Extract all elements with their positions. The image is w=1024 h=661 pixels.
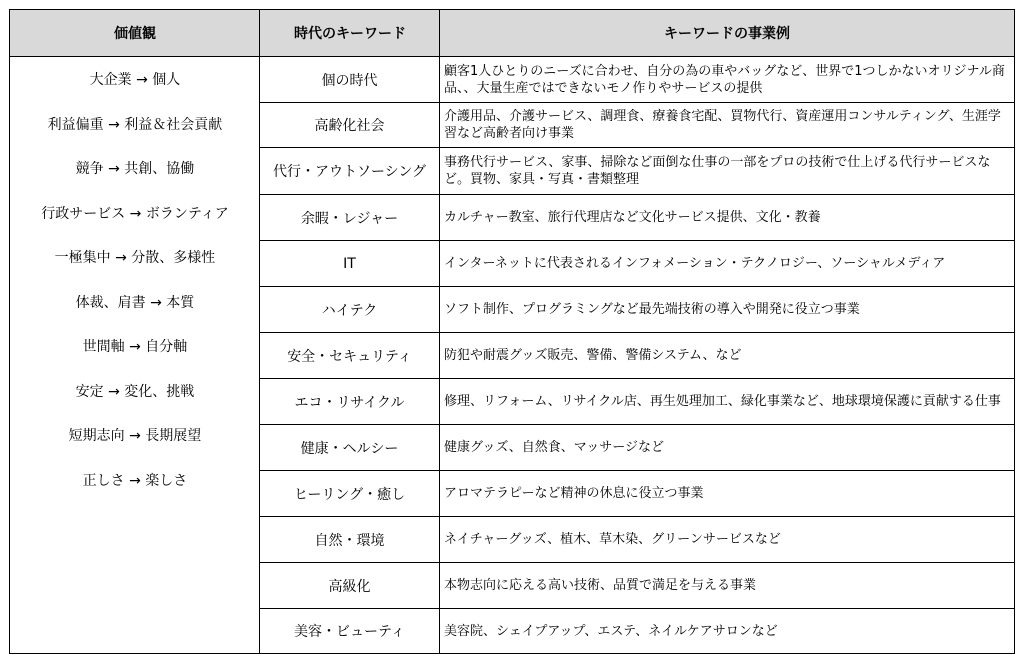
table-row (260, 609, 1014, 653)
header-examples: キーワードの事業例 (440, 10, 1014, 57)
example-cell (440, 517, 1014, 562)
table-row (260, 241, 1014, 287)
table-row (260, 287, 1014, 333)
table-row (260, 103, 1014, 148)
value-item: 正しさ → 楽しさ (82, 472, 188, 489)
table-row (260, 148, 1014, 195)
example-cell (440, 195, 1014, 240)
example-text: カルチャー教室、旅行代理店など文化サービス提供、文化・教養 (444, 210, 821, 225)
example-cell (440, 609, 1014, 653)
value-item: 安定 → 変化、挑戦 (75, 383, 195, 400)
example-text: 介護用品、介護サービス、調理食、療養食宅配、買物代行、資産運用コンサルティング、生涯学習など高齢者向け事業 (444, 109, 1001, 141)
value-item: 競争 → 共創、協働 (75, 161, 195, 178)
example-cell (440, 563, 1014, 608)
keyword-cell: ハイテク (260, 287, 440, 332)
table-row (260, 517, 1014, 563)
keyword-cell: 自然・環境 (260, 517, 440, 562)
example-cell (440, 287, 1014, 332)
table-row (260, 379, 1014, 425)
example-text: アロマテラピーなど精神の休息に役立つ事業 (444, 486, 704, 501)
example-cell (440, 148, 1014, 194)
keyword-cell: ヒーリング・癒し (260, 471, 440, 516)
example-text: 美容院、シェイプアップ、エステ、ネイルケアサロンなど (444, 623, 778, 639)
keyword-cell: 個の時代 (260, 57, 440, 102)
keyword-table (9, 9, 1015, 654)
keyword-cell: 代行・アウトソーシング (260, 148, 440, 194)
keyword-cell: 高齢化社会 (260, 103, 440, 147)
example-text: 防犯や耐震グッズ販売、警備、警備システム、など (444, 348, 742, 363)
example-cell (440, 425, 1014, 470)
example-cell (440, 241, 1014, 286)
example-cell (440, 471, 1014, 516)
table-row (260, 333, 1014, 379)
values-column (10, 57, 260, 502)
keyword-cell: 高級化 (260, 563, 440, 608)
value-item: 世間軸 → 自分軸 (82, 339, 188, 356)
value-item: 行政サービス → ボランティア (41, 205, 229, 222)
value-item: 大企業 → 個人 (89, 72, 181, 89)
table-row (260, 471, 1014, 517)
keyword-cell: 余暇・レジャー (260, 195, 440, 240)
keyword-cell: エコ・リサイクル (260, 379, 440, 424)
keyword-cell: 安全・セキュリティ (260, 333, 440, 378)
example-text: 健康グッズ、自然食、マッサージなど (444, 440, 664, 455)
example-text: ソフト制作、プログラミングなど最先端技術の導入や開発に役立つ事業 (444, 302, 860, 317)
table-row (260, 425, 1014, 471)
table-row (260, 563, 1014, 609)
value-item: 短期志向 → 長期展望 (68, 428, 202, 445)
keyword-cell: IT (260, 241, 440, 286)
table-row (260, 57, 1014, 103)
example-cell (440, 103, 1014, 147)
value-item: 体裁、肩書 → 本質 (75, 294, 195, 311)
example-text: ネイチャーグッズ、植木、草木染、グリーンサービスなど (444, 532, 781, 547)
example-cell (440, 333, 1014, 378)
table-row (260, 195, 1014, 241)
keyword-cell: 健康・ヘルシー (260, 425, 440, 470)
header-keywords: 時代のキーワード (260, 10, 440, 57)
value-item: 一極集中 → 分散、多様性 (54, 250, 216, 267)
example-text: インターネットに代表されるインフォメーション・テクノロジー、ソーシャルメディア (444, 256, 946, 271)
example-cell (440, 379, 1014, 424)
example-text: 本物志向に応える高い技術、品質で満足を与える事業 (444, 578, 757, 593)
value-item: 利益偏重 → 利益＆社会貢献 (47, 116, 223, 133)
example-cell (440, 57, 1014, 102)
header-values: 価値観 (10, 10, 260, 57)
keyword-cell: 美容・ビューティ (260, 609, 440, 653)
example-text: 顧客1人ひとりのニーズに合わせ、自分の為の車やバッグなど、世界で1つしかないオリジナル商品、、大量生産ではできないモノ作りやサービスの提供 (444, 63, 1005, 96)
example-text: 修理、リフォーム、リサイクル店、再生処理加工、緑化事業など、地球環境保護に貢献する仕事 (444, 394, 1001, 409)
example-text: 事務代行サービス、家事、掃除など面倒な仕事の一部をプロの技術で仕上げる代行サービスなど。買物、家具・写真・書類整理 (444, 155, 991, 187)
